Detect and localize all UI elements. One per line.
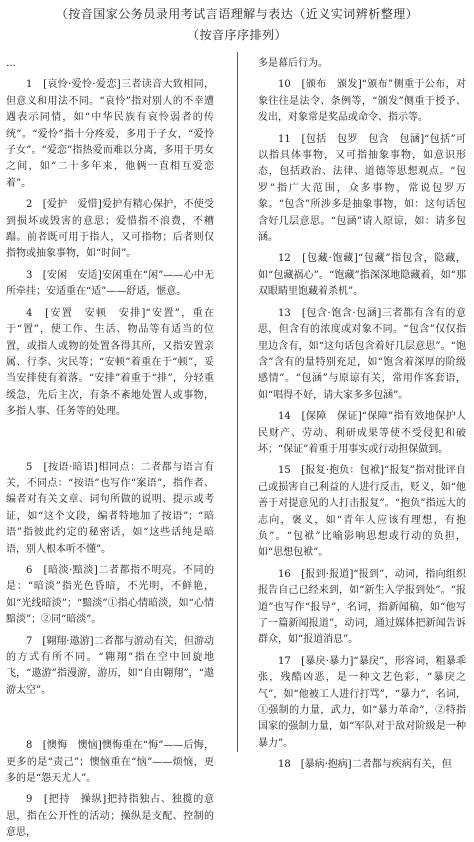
entry-8: 8 [懊悔 懊恼]懊悔重在“悔”——后悔，更多的是“责己”；懊恼重在“恼”——烦恼，更多的是“怨天尤人”。 — [6, 740, 214, 785]
entry-4: 4 [安置 安顿 安排]“安置”，重在于“置”，使工作、生活、物品等有适当的位置，或指人或物的处置各得其所，又指安置亲属、行李、灾民等；“安顿”着重在于“顿”，妥当安排使有着落。“安排”着重于“排”，分轻重缓急，先后主次，有条不紊地处置人或事物，多指人事、任务等的处理。 — [6, 307, 214, 418]
entry-9-continuation: 多是幕后行为。 — [258, 58, 328, 69]
left-column — [6, 56, 214, 839]
page-header — [0, 4, 474, 46]
entry-11: 11 [包括 包罗 包含 包涵]“包括”可以指具体事物，又可指抽象事物，如意识形态，包括政治、法律、道德等思想观点。“包罗”指广大范围，众多事物，常说包罗万象。“包含”所涉多是抽象事物，如：这句话包含好几层意思。“包涵”请人原谅，如：请多包涵。 — [258, 133, 466, 244]
document-subtitle: （按音序序排列） — [186, 28, 287, 42]
entry-1: 1 [哀怜·爱怜·爱恋]三者读音大致相同，但意义和用法不同。“哀怜”指对别人的不幸遭遇表示同情，如“中华民族有哀怜弱者的传统”。“爱怜”指十分疼爱，多用于子女，“爱怜子女”。“爱恋”指热爱而难以分离，多用于男女之间，如“二十多年来，他俩一直相互爱恋着”。 — [6, 79, 214, 189]
entry-9: 9 [把持 操纵]把持指独占、独揽的意思，指在公开性的活动；操纵是支配、控制的意思， — [6, 794, 214, 839]
entry-15: 15 [报复·抱负：包袱]“报复”指对批评自己或损害自己利益的人进行反击，贬义，如“他善于对提意见的人打击报复”。“抱负”指远大的志向，褒义，如“青年人应该有理想，有抱负”。“包袱”比喻影响思想或行动的负担，如“思想包袱”。 — [258, 465, 466, 559]
spacer — [6, 704, 214, 738]
entry-10: 10 [颁布 颁发]“颁布”侧重于公布，对象往往是法令、条例等，“颁发”侧重于授予、发出，对象常是奖品或命令、指示等。 — [258, 79, 466, 124]
entry-3: 3 [安闲 安适]安闲重在“闲”——心中无所牵挂；安适重在“适”——舒适，惬意。 — [6, 269, 214, 298]
column-divider — [237, 52, 238, 752]
entry-14: 14 [保障 保证]“保障”指有效地保护人民财产、劳动、利研成果等使不受侵犯和破坏；“保证”着重于用事实或行动担保做到。 — [258, 411, 466, 455]
entry-5: 5 [按语·暗语]相同点：二者都与语言有关，不同点：“按语”也写作“案语”，指作者、编者对有关文章、词句所做的说明、提示或考证，如“这个文段，编者特地加了按语”；“暗语”指彼此约定的秘密话，如“这些话纯是暗语，别人根本听不懂”。 — [6, 461, 214, 555]
entry-16: 16 [报到·报道]“报到”，动词，指向组织报告自己已经来到，如“新生入学报到处”。“报道”也写作“报导”，名词，指新闻稿，如“他写了一篇新闻报道”，动词，通过媒体把新闻告诉群众，如“报道消息”。 — [258, 568, 466, 646]
right-column — [258, 56, 466, 771]
entry-17: 17 [暴戾·暴力]“暴戾”，形容词，粗暴乖张，残酷凶恶，是一种文艺色彩，“暴戾之气”，如“他被工人进行打骂”，“暴力”，名词，①强制的力量，武力，如“暴力革命”，②特指国家的强制力量，如“军队对于敌对阶级是一种暴力”。 — [258, 655, 466, 749]
entry-2: 2 [爱护 爱惜]爱护有精心保护，不使受到损坏或毁害的意思；爱惜指不浪费，不糟蹋。前者既可用于指人，又可指物；后者则仅指物或抽象事物，如“时间”。 — [6, 199, 214, 260]
spacer — [6, 426, 214, 460]
entry-7: 7 [翱翔·遨游]二者都与游动有关，但游动的方式有所不同。“翱翔”指在空中回旋地飞，“遨游”指漫游，游历，如“自由翱翔”，“遨游太空”。 — [6, 635, 214, 696]
document-title: （按音国家公务员录用考试言语理解与表达（近义实词辨析整理） — [55, 7, 419, 21]
entry-6: 6 [暗淡·黯淡]二者都指不明亮。不同的是：“暗淡”指光色昏暗，不光明，不鲜艳，如“光线暗淡”；“黯淡”①指心情暗淡，如“心情黯淡”；②同“暗淡”。 — [6, 564, 214, 626]
entry-fragment: … — [6, 58, 16, 69]
entry-13: 13 [包含·饱含·包涵]三者都有含有的意思，但含有的浓度或对象不同。“包含”仅仅指里边含有，如“这句话包含着好几层意思”。“饱含”含有的量特别充足，如“饱含着深厚的阶级感情”。“包涵”与原谅有关，常用作客套语，如“唱得不好，请大家多多包涵”。 — [258, 307, 466, 401]
entry-12: 12 [包藏·饱藏]“包藏”指包含，隐藏，如“包藏祸心”。“饱藏”指深深地隐藏着，如“那双眼睛里饱藏着杀机”。 — [258, 253, 466, 298]
entry-18: 18 [暴病·抱病]二者都与疾病有关，但 — [278, 759, 452, 771]
